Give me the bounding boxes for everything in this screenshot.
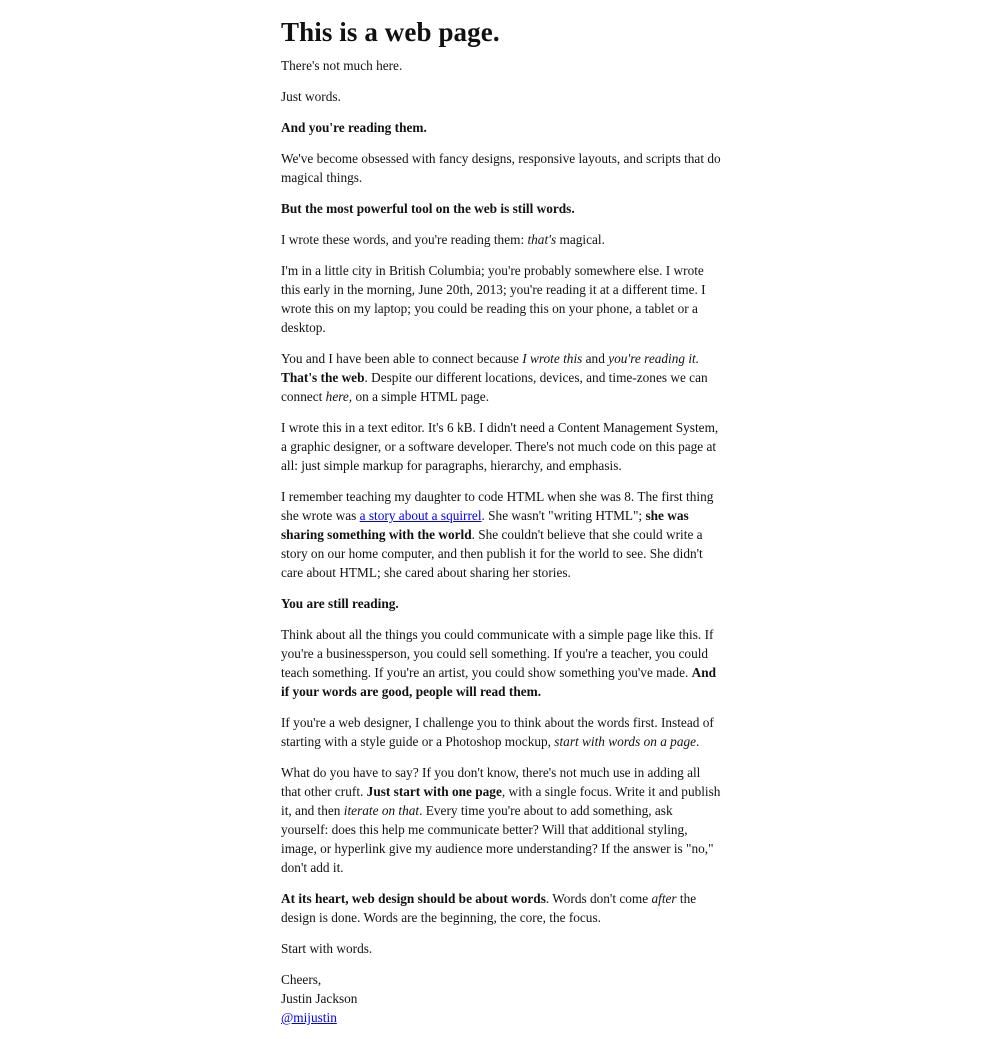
bold-text: Just start with one page xyxy=(366,784,502,799)
paragraph-web-designer xyxy=(281,713,723,751)
text-run: on a simple HTML page. xyxy=(352,389,490,404)
paragraph-connect xyxy=(281,349,723,406)
text-run: . She couldn't believe that she could write a story on our home computer, and then publish it for the world to see. She didn't care about HTML; she cared about sharing her stories. xyxy=(281,527,703,580)
paragraph-still-reading xyxy=(281,594,723,613)
bold-text: And if your words are good, people will read them. xyxy=(281,665,717,699)
paragraph-what-to-say xyxy=(281,763,723,877)
italic-text: after xyxy=(651,891,677,906)
text-run: . Words don't come xyxy=(545,891,652,906)
text-run: Think about all the things you could communicate with a simple page like this. If you're a businessperson, you could sell something. If you're a teacher, you could teach something. If you're an artist, you could show something you've made. xyxy=(281,627,714,680)
text-run: I remember teaching my daughter to code HTML when she was 8. The first thing she wrote was xyxy=(281,489,714,523)
paragraph-just-words: Just words. xyxy=(281,89,341,104)
paragraph-communicate xyxy=(281,625,723,701)
paragraph-magical xyxy=(281,230,723,249)
author-name: Justin Jackson xyxy=(281,991,358,1006)
italic-text: iterate on that xyxy=(343,803,420,818)
paragraph-powerful-tool xyxy=(281,199,723,218)
paragraph-start-with-words: Start with words. xyxy=(281,941,373,956)
text-run: If you're a web designer, I challenge you to think about the words first. Instead of starting with a style guide or a Photoshop mockup, xyxy=(281,715,714,749)
paragraph-location: I'm in a little city in British Columbia; you're probably somewhere else. I wrote this early in the morning, June 20th, 2013; you're reading it at a different time. I wrote this on my laptop; you could be reading this on your phone, a tablet or a desktop. xyxy=(281,263,706,335)
author-handle-link[interactable]: @mijustin xyxy=(281,1010,337,1025)
article xyxy=(281,14,723,1039)
text-run: magical. xyxy=(556,232,605,247)
paragraph-daughter xyxy=(281,487,723,582)
text-run: . xyxy=(696,734,700,749)
paragraph-text-editor: I wrote this in a text editor. It's 6 kB. I didn't need a Content Management System, a graphic designer, or a software developer. There's not much code on this page at all: just simple markup for paragraphs, hierarchy, and emphasis. xyxy=(281,420,719,473)
page-title: This is a web page. xyxy=(281,17,500,47)
text-run: I wrote these words, and you're reading them: xyxy=(281,232,528,247)
text-run: and xyxy=(582,351,609,366)
text-run: . Despite our different locations, devices, and time-zones we can connect xyxy=(281,370,708,404)
author-handle-wrapper xyxy=(281,1008,723,1027)
bold-text: That's the web xyxy=(281,370,365,385)
text-run: , with a single focus. Write it and publish it, and then xyxy=(281,784,721,818)
squirrel-story-link[interactable]: a story about a squirrel xyxy=(359,508,482,523)
paragraph-fancy-designs: We've become obsessed with fancy designs, responsive layouts, and scripts that do magical things. xyxy=(281,151,721,185)
text-run: You and I have been able to connect because xyxy=(281,351,523,366)
italic-text: that's xyxy=(527,232,557,247)
italic-text: I wrote this xyxy=(522,351,583,366)
text-run: . Every time you're about to add something, ask yourself: does this help me communicate better? Will that additional styling, image, or hyperlink give my audience more understanding? If the answer is "no," don't add it. xyxy=(281,803,714,875)
bold-text: But the most powerful tool on the web is still words. xyxy=(281,201,575,216)
italic-text: you're reading it. xyxy=(608,351,700,366)
text-run: . She wasn't "writing HTML"; xyxy=(481,508,646,523)
italic-text: start with words on a page xyxy=(554,734,697,749)
paragraph-heart xyxy=(281,889,723,927)
signoff xyxy=(281,970,723,1027)
bold-text: At its heart, web design should be about words xyxy=(281,891,546,906)
text-run: the design is done. Words are the beginning, the core, the focus. xyxy=(281,891,697,925)
bold-text: And you're reading them. xyxy=(281,120,427,135)
italic-text: here, xyxy=(325,389,353,404)
paragraph-intro: There's not much here. xyxy=(281,58,403,73)
bold-text: she was sharing something with the world xyxy=(281,508,689,542)
signoff-greeting: Cheers, xyxy=(281,972,322,987)
text-run: What do you have to say? If you don't know, there's not much use in adding all that other cruft. xyxy=(281,765,701,799)
bold-text: You are still reading. xyxy=(281,596,399,611)
paragraph-reading-them xyxy=(281,118,723,137)
